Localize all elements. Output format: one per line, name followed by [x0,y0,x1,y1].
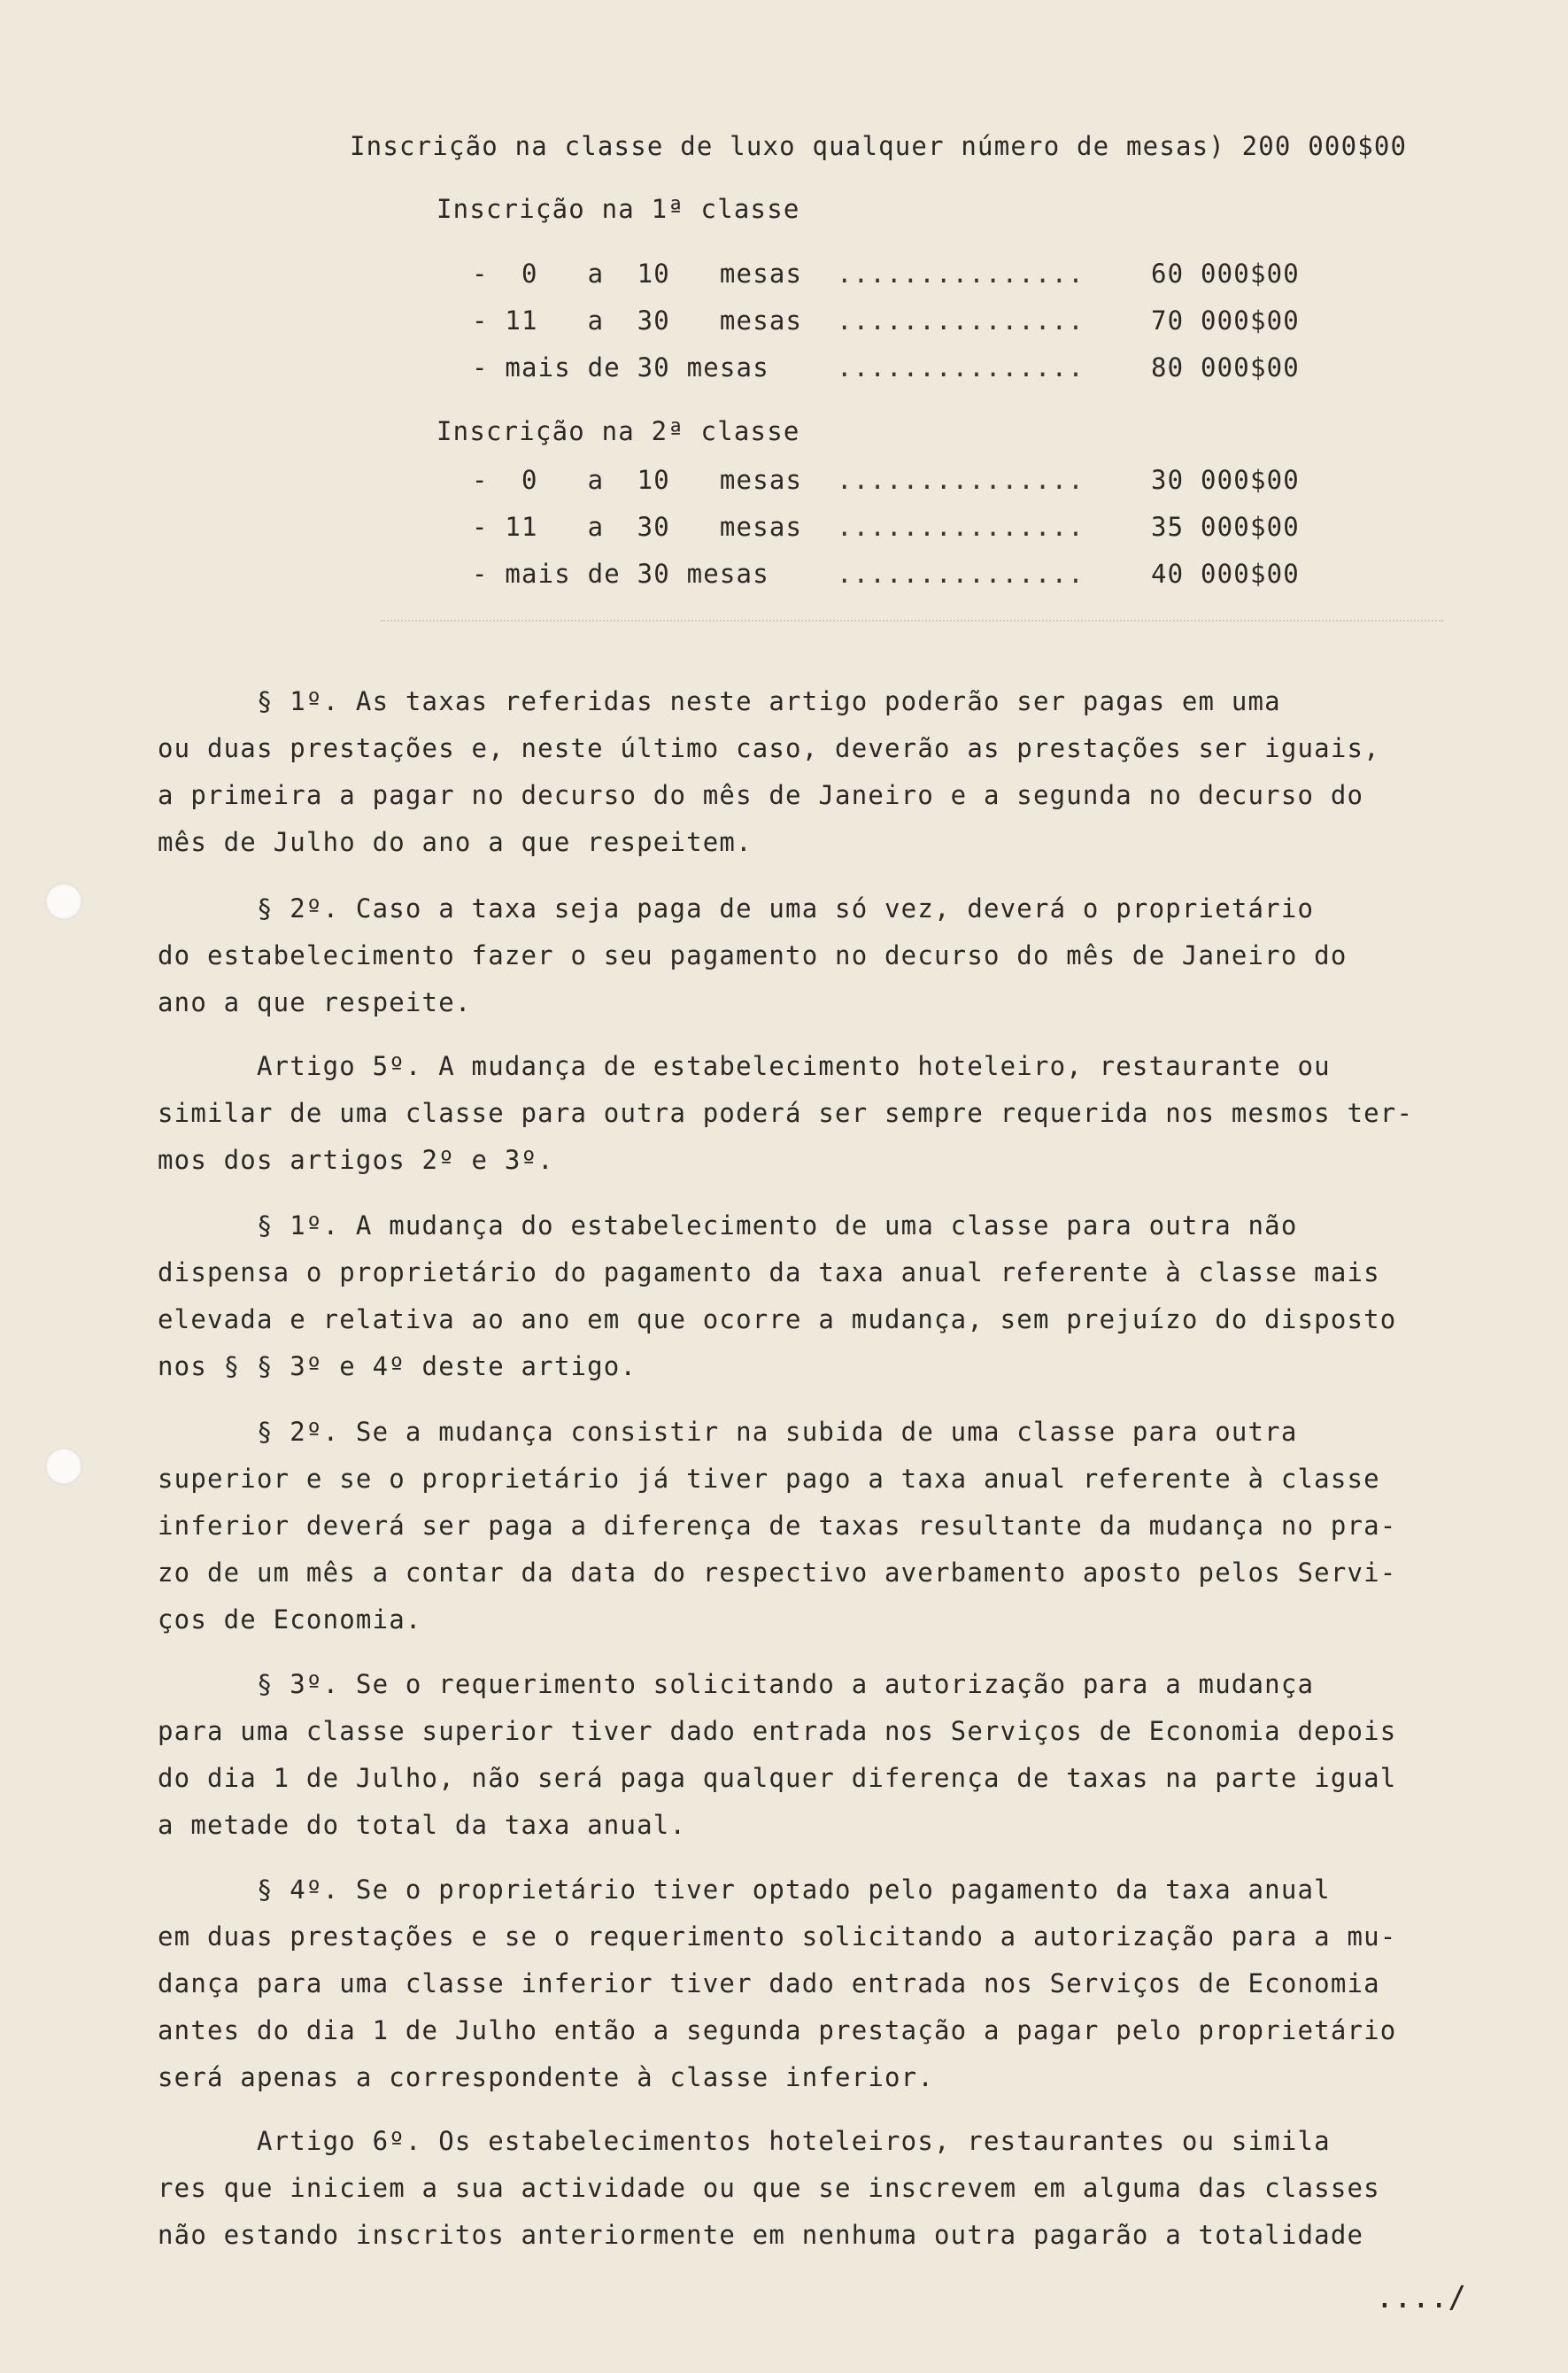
paragraph-article-5 [158,1043,1459,1184]
text-line: nos § § 3º e 4º deste artigo. [158,1351,637,1381]
row-dots: ............... [837,259,1085,289]
row-label: - 0 a 10 mesas [472,465,803,495]
text-line: antes do dia 1 de Julho então a segunda prestação a pagar pelo proprietário [158,2015,1397,2045]
row-dots: ............... [837,512,1085,542]
text-line: não estando inscritos anteriormente em nenhuma outra pagarão a totalidade [158,2220,1364,2250]
punch-hole [45,1448,82,1485]
text-line: Artigo 5º. A mudança de estabelecimento hoteleiro, restaurante ou [158,1051,1331,1081]
text-line: Artigo 6º. Os estabelecimentos hoteleiros, restaurantes ou simila [158,2126,1331,2156]
row-label: - mais de 30 mesas [472,559,769,589]
text-line: § 1º. As taxas referidas neste artigo poderão ser pagas em uma [158,686,1281,716]
text-line: similar de uma classe para outra poderá ser sempre requerida nos mesmos ter- [158,1098,1414,1128]
row-dots: ............... [837,465,1085,495]
text-line: mês de Julho do ano a que respeitem. [158,827,753,857]
row-value: 70 000$00 [1151,305,1300,336]
text-line: em duas prestações e se o requerimento solicitando a autorização para a mu- [158,1921,1397,1952]
text-line: elevada e relativa ao ano em que ocorre a mudança, sem prejuízo do disposto [158,1304,1397,1334]
text-line: dispensa o proprietário do pagamento da taxa anual referente à classe mais [158,1257,1380,1287]
continuation-mark: ..../ [1375,2280,1466,2315]
text-line: inferior deverá ser paga a diferença de taxas resultante da mudança no pra- [158,1511,1397,1541]
text-line: dança para uma classe inferior tiver dado entrada nos Serviços de Economia [158,1968,1380,1998]
text-line: res que iniciem a sua actividade ou que se inscrevem em alguma das classes [158,2173,1380,2203]
text-line: § 2º. Caso a taxa seja paga de uma só vez, deverá o proprietário [158,893,1315,924]
text-line: zo de um mês a contar da data do respectivo averbamento aposto pelos Servi- [158,1558,1397,1588]
first-class-title: Inscrição na 1ª classe [436,194,800,224]
text-line: ano a que respeite. [158,987,472,1017]
text-line: para uma classe superior tiver dado entrada nos Serviços de Economia depois [158,1716,1397,1746]
text-line: § 2º. Se a mudança consistir na subida de uma classe para outra [158,1417,1298,1447]
text-line: § 1º. A mudança do estabelecimento de uma classe para outra não [158,1210,1298,1241]
paragraph-3 [158,1202,1459,1390]
row-value: 60 000$00 [1151,259,1300,289]
text-line: § 3º. Se o requerimento solicitando a autorização para a mudança [158,1669,1315,1699]
text-line: a metade do total da taxa anual. [158,1810,687,1840]
text-line: mos dos artigos 2º e 3º. [158,1145,554,1175]
luxury-class-line: Inscrição na classe de luxo qualquer número de mesas) 200 000$00 [350,131,1408,161]
row-dots: ............... [837,559,1085,589]
faded-line [381,620,1443,632]
row-label: - mais de 30 mesas [472,352,769,383]
text-line: superior e se o proprietário já tiver pago a taxa anual referente à classe [158,1464,1380,1494]
paragraph-article-6 [158,2118,1459,2259]
text-line: ços de Economia. [158,1604,422,1635]
row-value: 80 000$00 [1151,352,1300,383]
paragraph-5 [158,1661,1459,1849]
text-line: § 4º. Se o proprietário tiver optado pelo pagamento da taxa anual [158,1874,1331,1905]
row-label: - 11 a 30 mesas [472,305,803,336]
row-dots: ............... [837,352,1085,383]
row-value: 30 000$00 [1151,465,1300,495]
row-dots: ............... [837,305,1085,336]
paragraph-1 [158,678,1459,866]
paragraph-4 [158,1409,1459,1643]
paragraph-6 [158,1867,1459,2101]
row-value: 35 000$00 [1151,512,1300,542]
row-label: - 0 a 10 mesas [472,259,803,289]
row-value: 40 000$00 [1151,559,1300,589]
second-class-title: Inscrição na 2ª classe [436,416,800,446]
paragraph-2 [158,885,1459,1026]
punch-hole [45,883,82,920]
row-label: - 11 a 30 mesas [472,512,803,542]
text-line: do estabelecimento fazer o seu pagamento no decurso do mês de Janeiro do [158,940,1348,970]
text-line: a primeira a pagar no decurso do mês de Janeiro e a segunda no decurso do [158,780,1364,810]
text-line: ou duas prestações e, neste último caso, deverão as prestações ser iguais, [158,733,1380,763]
text-line: será apenas a correspondente à classe inferior. [158,2062,934,2092]
text-line: do dia 1 de Julho, não será paga qualquer diferença de taxas na parte igual [158,1763,1397,1793]
